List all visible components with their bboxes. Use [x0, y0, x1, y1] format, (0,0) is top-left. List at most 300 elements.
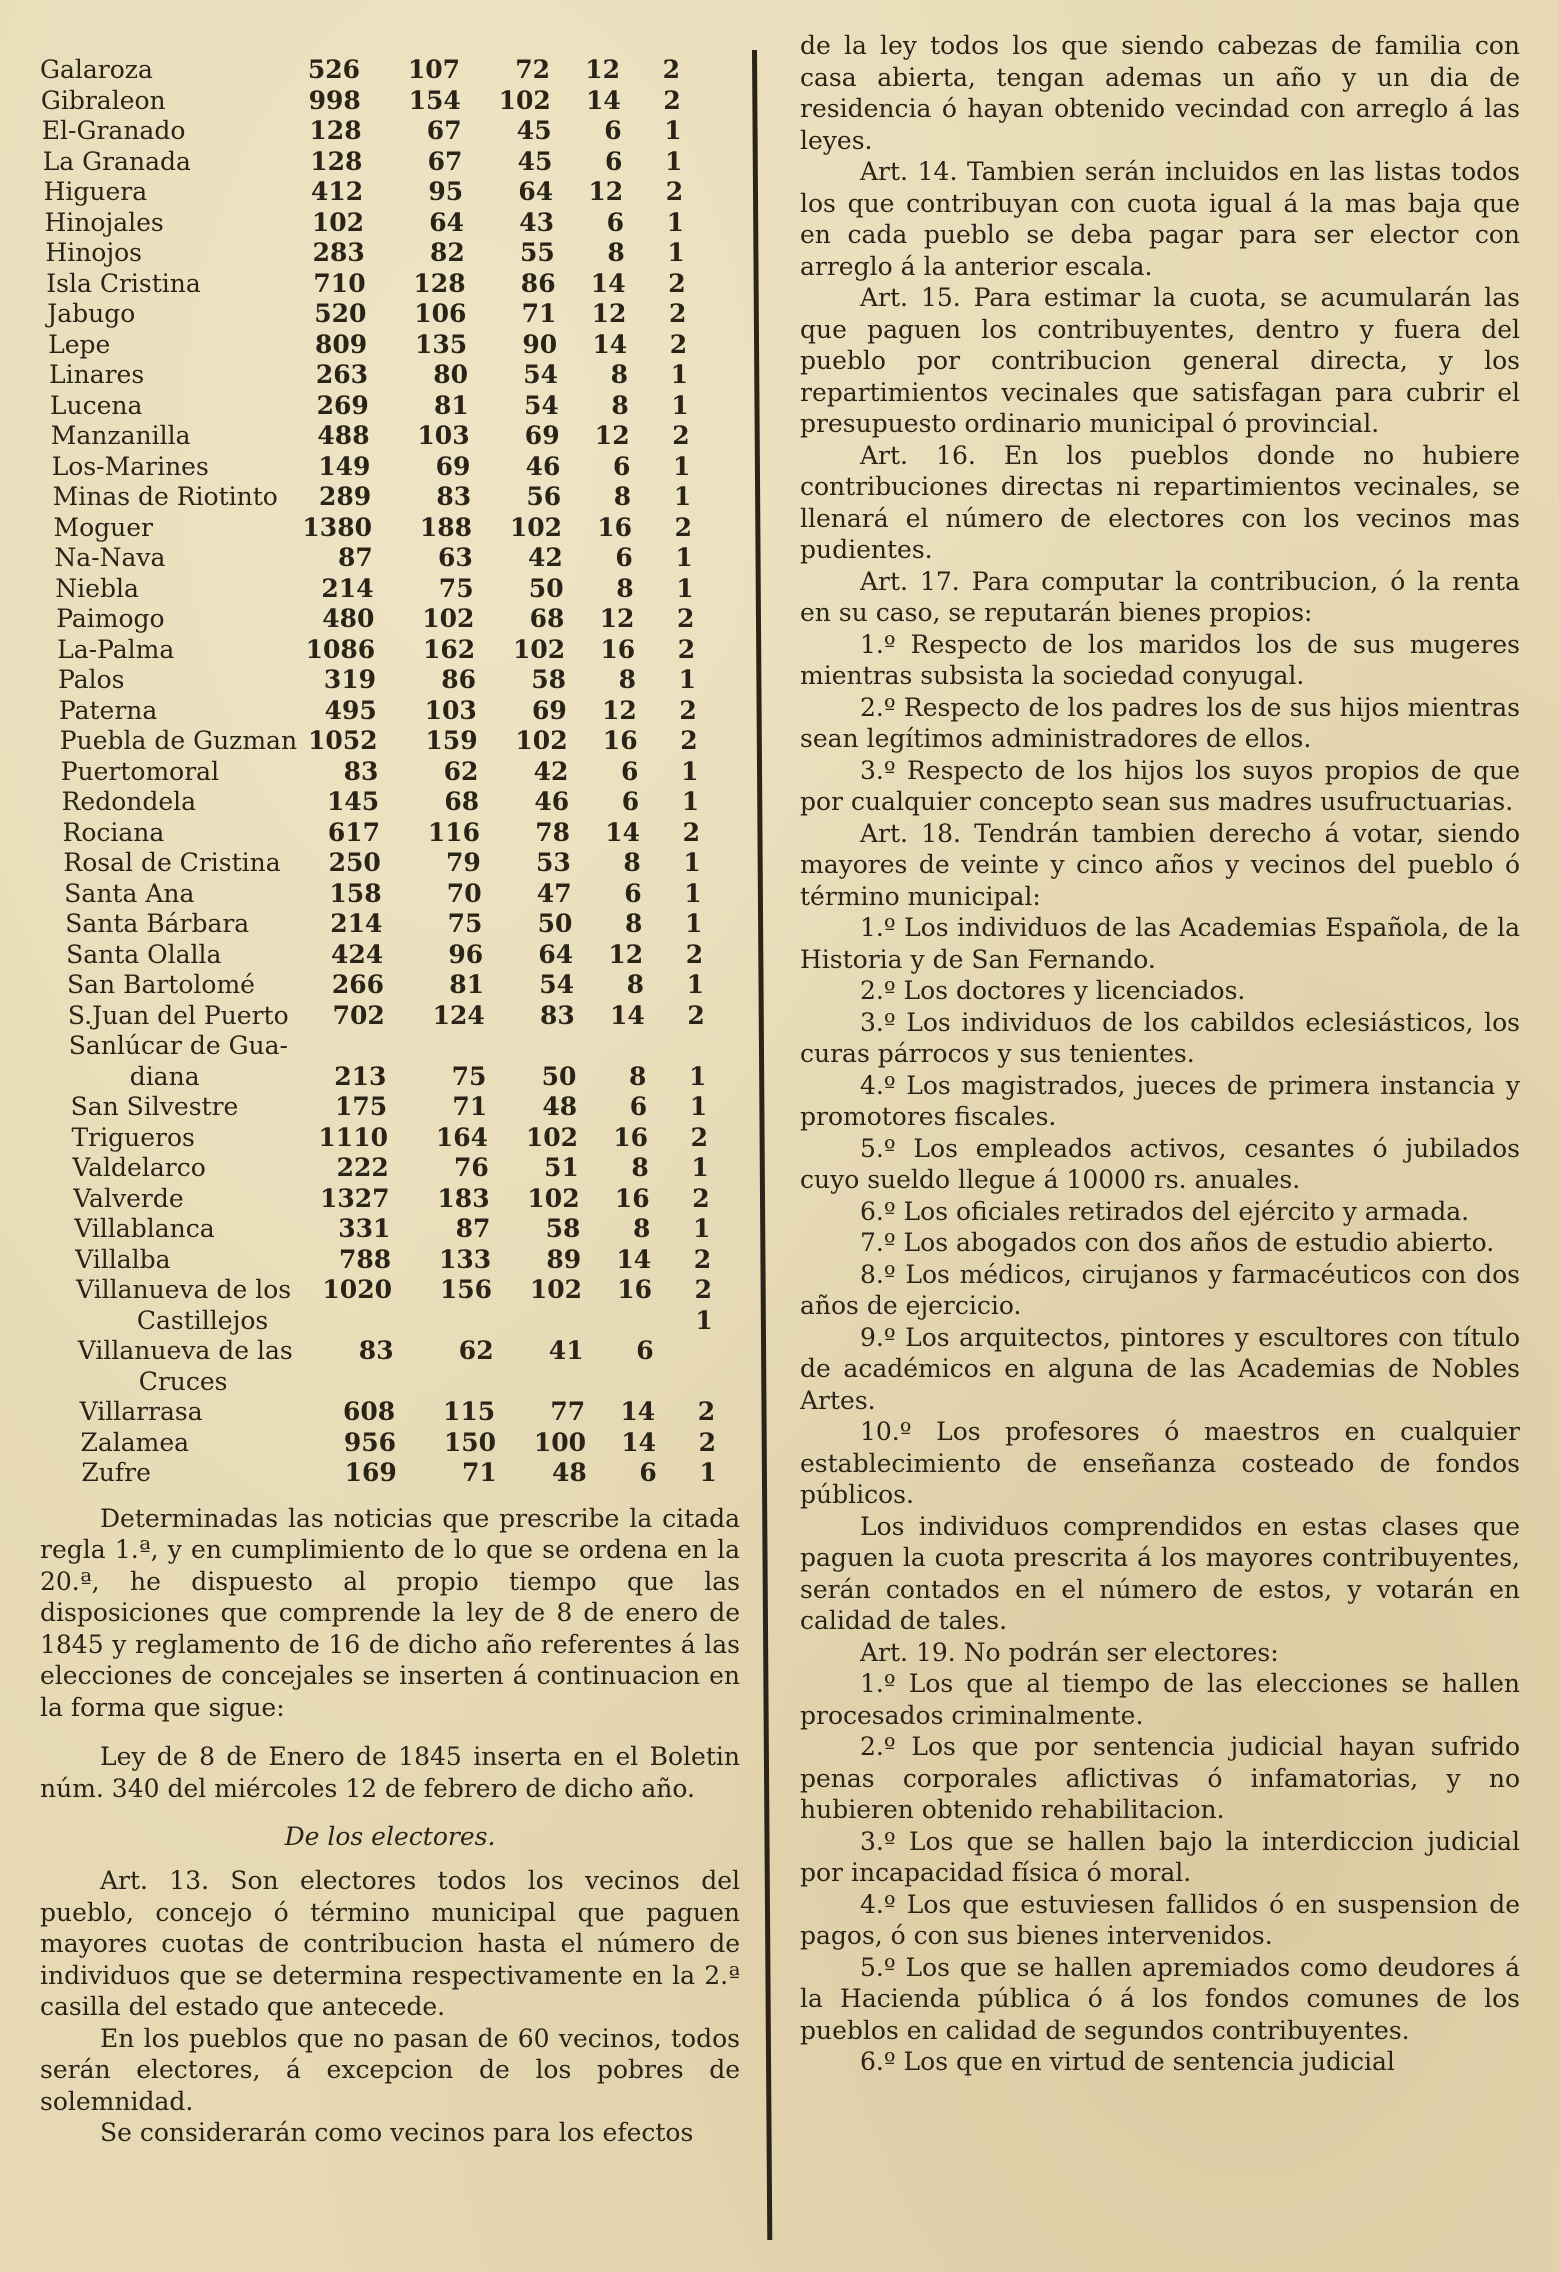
table-cell: 150 — [443, 1427, 496, 1457]
table-cell: 16 — [602, 726, 638, 755]
table-cell: 788 — [339, 1244, 392, 1274]
paragraph-determinadas: Determinadas las noticias que prescribe la citada regla 1.ª, y en cumplimiento de lo que se ordena en la 20.ª, he dispuesto al propio tiempo que las disposiciones que comprende la ley de 8 de enero de 1845 y reglamento de 16 de dicho año referentes á las elecciones de concejales se inserten á continuacion en la forma que sigue: — [40, 1503, 740, 1722]
table-cell: 6 — [606, 207, 624, 237]
table-cell: 2 — [697, 1397, 716, 1426]
table-cell: 1 — [671, 390, 689, 420]
table-cell: 116 — [427, 817, 480, 847]
table-cell: 702 — [332, 1000, 385, 1030]
table-cell: 222 — [336, 1153, 389, 1182]
table-cell: 2 — [682, 817, 700, 847]
municipality-name: Manzanilla — [50, 421, 191, 450]
municipality-name: Valverde — [73, 1183, 184, 1213]
municipality-name: Galaroza — [40, 55, 153, 84]
paragraph: Los individuos comprendidos en estas clases que paguen la cuota prescrita á los mayores contribuyentes, serán contados en el número de estos, y votarán en calidad de tales. — [800, 1511, 1520, 1635]
table-row — [40, 391, 740, 422]
table-cell: 1 — [688, 1061, 707, 1091]
municipality-name: Higuera — [43, 177, 148, 206]
table-cell: 135 — [415, 329, 468, 359]
table-cell: 46 — [525, 451, 561, 481]
table-row — [40, 1275, 740, 1306]
table-cell: 250 — [328, 848, 381, 877]
table-cell: 1052 — [308, 726, 378, 755]
municipality-name: San Bartolomé — [67, 970, 255, 999]
table-cell: 145 — [327, 787, 380, 816]
table-cell: 169 — [344, 1458, 397, 1487]
table-cell: 998 — [308, 85, 361, 115]
table-cell: 1 — [675, 543, 693, 572]
table-row — [40, 177, 740, 208]
municipality-name: Villanueva de los — [76, 1275, 292, 1304]
table-cell: 75 — [451, 1061, 487, 1091]
table-cell: 6 — [604, 146, 623, 176]
table-cell: 1380 — [302, 512, 372, 542]
table-row — [40, 147, 740, 178]
table-cell: 51 — [544, 1153, 579, 1182]
table-row — [40, 940, 740, 971]
table-cell: 6 — [624, 878, 642, 908]
table-cell: 2 — [668, 268, 686, 298]
municipality-table — [40, 55, 740, 1489]
table-cell: 16 — [614, 1183, 650, 1213]
table-row — [40, 574, 740, 605]
municipality-name: Zalamea — [80, 1427, 190, 1457]
paragraph: Art. 15. Para estimar la cuota, se acumularán las que paguen los contribuyentes, dentro y fuera del pueblo por contribucion general directa, y los repartimientos vecinales que satisfagan para cubrir el presupuesto ordinario municipal ó provincial. — [800, 283, 1520, 438]
table-cell: 8 — [623, 848, 641, 877]
paragraph: 1.º Respecto de los maridos los de sus mugeres mientras subsista la sociedad conyugal. — [800, 629, 1520, 690]
table-cell: 64 — [538, 939, 574, 969]
municipality-name: Villarrasa — [79, 1397, 203, 1426]
table-cell: 213 — [334, 1061, 387, 1091]
municipality-name: Minas de Riotinto — [52, 482, 278, 511]
table-cell: 124 — [432, 1000, 485, 1030]
table-cell: 102 — [498, 85, 551, 115]
table-cell: 14 — [621, 1427, 656, 1457]
table-cell: 2 — [685, 939, 704, 969]
table-cell: 128 — [413, 268, 466, 298]
table-cell: 159 — [425, 726, 478, 755]
table-cell: 69 — [532, 695, 567, 725]
paragraph-art13: Art. 13. Son electores todos los vecinos del pueblo, concejo ó término municipal que paguen mayores cuotas de contribucion hasta el número de individuos que se determina respectivamente en la 2.ª casilla del estado que antecede. — [40, 1866, 740, 2021]
municipality-name: Los-Marines — [51, 451, 209, 481]
table-cell: 175 — [335, 1092, 388, 1121]
table-cell: 16 — [613, 1122, 648, 1152]
municipality-name: Castillejos — [136, 1305, 269, 1335]
table-cell: 2 — [668, 299, 687, 328]
table-cell: 76 — [454, 1153, 489, 1182]
municipality-name: Rociana — [62, 817, 165, 847]
table-cell: 16 — [600, 634, 636, 664]
table-cell: 48 — [542, 1092, 578, 1121]
table-cell: 102 — [515, 726, 568, 755]
table-cell: 1 — [689, 1092, 708, 1121]
table-row — [40, 482, 740, 513]
table-cell: 1 — [684, 909, 703, 938]
table-cell: 67 — [427, 146, 463, 176]
table-cell: 8 — [632, 1214, 651, 1243]
table-cell: 158 — [329, 878, 382, 908]
table-cell: 12 — [599, 604, 635, 633]
table-cell: 87 — [338, 543, 373, 572]
table-cell: 79 — [446, 848, 481, 877]
table-cell: 8 — [631, 1153, 649, 1182]
table-row — [40, 116, 740, 147]
table-cell: 331 — [338, 1214, 391, 1243]
table-cell: 1 — [691, 1153, 709, 1182]
table-cell: 46 — [534, 787, 570, 816]
table-cell: 102 — [529, 1275, 582, 1304]
table-cell: 156 — [439, 1275, 492, 1304]
municipality-name: Santa Bárbara — [65, 909, 250, 938]
table-cell: 2 — [663, 85, 681, 115]
table-cell: 87 — [455, 1214, 491, 1243]
table-cell: 266 — [331, 970, 384, 999]
table-cell: 69 — [435, 451, 471, 481]
table-cell: 526 — [307, 55, 360, 84]
paragraph: 5.º Los que se hallen apremiados como deudores á la Hacienda pública ó á los fondos comunes de los pueblos en calidad de segundos contribuyentes. — [800, 1952, 1520, 2045]
paragraph-ley: Ley de 8 de Enero de 1845 inserta en el Boletin núm. 340 del miércoles 12 de febrero de dicho año. — [40, 1742, 740, 1803]
table-row — [40, 787, 740, 818]
table-cell: 133 — [439, 1244, 492, 1274]
table-row — [40, 1336, 740, 1367]
table-cell: 107 — [407, 55, 460, 84]
table-cell: 62 — [443, 756, 479, 786]
table-cell: 2 — [690, 1122, 708, 1152]
table-cell: 43 — [519, 207, 554, 237]
table-row — [40, 1153, 740, 1184]
table-row — [40, 696, 740, 727]
table-cell: 12 — [591, 299, 627, 328]
table-cell: 54 — [523, 360, 558, 389]
table-cell: 12 — [585, 55, 620, 84]
table-cell: 69 — [524, 421, 560, 450]
table-row — [40, 55, 740, 86]
table-cell: 1086 — [305, 634, 376, 664]
table-cell: 100 — [533, 1427, 586, 1457]
table-cell: 1 — [678, 665, 696, 694]
municipality-name: Lucena — [49, 390, 143, 420]
table-cell: 56 — [526, 482, 562, 511]
table-cell: 54 — [539, 970, 574, 999]
municipality-name: Na-Nava — [54, 543, 166, 572]
municipality-name: Paterna — [58, 695, 158, 725]
left-column — [40, 55, 740, 2149]
table-cell: 520 — [314, 299, 367, 328]
table-cell: 8 — [613, 482, 632, 511]
table-cell: 89 — [546, 1244, 582, 1274]
table-row — [40, 635, 740, 666]
municipality-name: San Silvestre — [70, 1092, 239, 1121]
table-row — [40, 909, 740, 940]
table-cell: 128 — [309, 116, 362, 145]
municipality-name: Puebla de Guzman — [59, 726, 298, 755]
table-row — [40, 1092, 740, 1123]
table-cell: 2 — [687, 1000, 705, 1030]
table-cell: 54 — [524, 390, 559, 420]
table-cell: 12 — [594, 421, 630, 450]
paragraph: 6.º Los oficiales retirados del ejército y armada. — [860, 1196, 1470, 1226]
paragraph: 2.º Los doctores y licenciados. — [860, 976, 1246, 1005]
table-cell: 1 — [686, 970, 704, 999]
table-cell: 269 — [316, 390, 369, 420]
table-cell: 12 — [602, 695, 637, 725]
table-row — [40, 970, 740, 1001]
table-cell: 14 — [592, 329, 628, 359]
table-cell: 81 — [449, 970, 484, 999]
table-row — [40, 360, 740, 391]
table-cell: 6 — [621, 787, 640, 816]
paragraph: 4.º Los que estuviesen fallidos ó en suspension de pagos, ó con sus bienes intervenidos. — [800, 1889, 1520, 1950]
paragraph: 3.º Respecto de los hijos los suyos propios de que por cualquier concepto sean sus madres usufructuarias. — [800, 755, 1520, 816]
table-cell: 1 — [667, 238, 685, 267]
table-row — [40, 1214, 740, 1245]
table-cell: 617 — [327, 817, 380, 847]
municipality-name: Trigueros — [71, 1122, 195, 1152]
table-cell: 710 — [313, 268, 366, 298]
municipality-name: Villalba — [75, 1244, 171, 1274]
table-cell: 115 — [443, 1397, 496, 1426]
table-cell: 128 — [310, 146, 363, 176]
table-cell: 95 — [428, 177, 464, 206]
paragraph: 7.º Los abogados con dos años de estudio abierto. — [860, 1228, 1495, 1257]
table-cell: 86 — [441, 665, 476, 694]
table-cell: 103 — [417, 421, 470, 450]
table-row — [40, 1031, 740, 1062]
table-row — [40, 1306, 740, 1337]
table-cell: 62 — [458, 1336, 494, 1365]
table-cell: 6 — [615, 543, 633, 572]
table-cell: 8 — [610, 360, 628, 389]
table-cell: 81 — [434, 390, 469, 420]
table-cell: 50 — [528, 573, 564, 603]
table-cell: 1 — [699, 1458, 717, 1487]
table-cell: 14 — [620, 1397, 656, 1426]
municipality-name: Santa Olalla — [66, 939, 222, 969]
paragraph: 3.º Los individuos de los cabildos eclesiásticos, los curas párrocos y sus tenientes. — [800, 1007, 1520, 1068]
table-cell: 16 — [597, 512, 632, 542]
municipality-name: Gibraleon — [40, 85, 166, 115]
table-cell: 14 — [586, 85, 621, 115]
table-cell: 319 — [323, 665, 376, 694]
table-cell: 58 — [545, 1214, 581, 1243]
table-cell: 214 — [321, 573, 374, 603]
paragraph: 6.º Los que en virtud de sentencia judicial — [860, 2047, 1395, 2076]
table-row — [40, 330, 740, 361]
municipality-name: Paimogo — [56, 604, 165, 633]
table-cell: 42 — [528, 543, 563, 572]
table-cell: 154 — [408, 85, 461, 115]
table-cell: 16 — [617, 1275, 652, 1304]
table-cell: 14 — [590, 268, 626, 298]
table-cell: 103 — [424, 695, 477, 725]
table-cell: 53 — [536, 848, 571, 877]
table-cell: 956 — [343, 1427, 396, 1457]
municipality-name: El-Granado — [41, 116, 186, 145]
table-cell: 12 — [588, 177, 624, 206]
table-cell: 42 — [533, 756, 569, 786]
table-cell: 188 — [419, 512, 472, 542]
paragraph-vecinos: Se considerarán como vecinos para los efectos — [100, 2118, 694, 2147]
municipality-name: Niebla — [55, 573, 139, 603]
table-cell: 1 — [666, 207, 684, 237]
municipality-name: La Granada — [42, 146, 191, 176]
municipality-name: Palos — [58, 665, 125, 694]
municipality-name: Villanueva de las — [77, 1336, 293, 1365]
table-row — [40, 848, 740, 879]
table-cell: 67 — [426, 116, 462, 145]
table-cell: 149 — [318, 451, 371, 481]
paragraph: 3.º Los que se hallen bajo la interdiccion judicial por incapacidad física ó moral. — [800, 1826, 1520, 1887]
table-row — [40, 818, 740, 849]
municipality-name: Linares — [49, 360, 145, 389]
table-cell: 75 — [447, 909, 483, 938]
section-heading: De los electores. — [284, 1822, 496, 1851]
table-cell: 45 — [517, 146, 553, 176]
municipality-name: Villablanca — [74, 1214, 215, 1243]
paragraph: 10.º Los profesores ó maestros en cualquier establecimiento de enseñanza costeado de fondos públicos. — [800, 1417, 1520, 1509]
table-cell: 6 — [604, 116, 622, 145]
municipality-name: Moguer — [53, 512, 153, 542]
table-cell: 2 — [676, 604, 695, 633]
table-cell: 2 — [694, 1275, 712, 1304]
table-cell: 8 — [618, 665, 636, 694]
table-cell: 2 — [665, 177, 684, 206]
table-row — [40, 86, 740, 117]
table-cell: 83 — [358, 1336, 394, 1365]
right-column — [800, 30, 1520, 2078]
table-cell: 41 — [548, 1336, 584, 1365]
table-cell: 1327 — [320, 1183, 390, 1213]
municipality-name: Cruces — [138, 1366, 228, 1396]
paragraph: Art. 19. No podrán ser electores: — [860, 1637, 1279, 1667]
table-cell: 6 — [612, 451, 631, 481]
table-cell: 64 — [518, 177, 554, 206]
table-cell: 90 — [522, 329, 558, 359]
table-cell: 1 — [676, 573, 694, 603]
table-cell: 6 — [639, 1458, 657, 1487]
table-cell: 1110 — [318, 1122, 388, 1152]
table-row — [40, 1001, 740, 1032]
table-row — [40, 452, 740, 483]
table-cell: 63 — [438, 543, 473, 572]
table-cell: 2 — [669, 329, 688, 359]
table-cell: 102 — [422, 604, 475, 633]
table-row — [40, 208, 740, 239]
table-cell: 1 — [664, 116, 682, 145]
table-cell: 1 — [670, 360, 688, 389]
municipality-name: Valdelarco — [72, 1153, 206, 1182]
municipality-name: S.Juan del Puerto — [67, 1000, 289, 1030]
table-cell: 2 — [679, 695, 697, 725]
table-cell: 12 — [608, 939, 644, 969]
municipality-name: Zufre — [81, 1458, 151, 1487]
table-cell: 106 — [414, 299, 467, 328]
table-row — [40, 421, 740, 452]
table-cell: 83 — [436, 482, 472, 511]
table-cell: 1 — [681, 787, 700, 816]
table-cell: 1 — [692, 1214, 711, 1243]
table-cell: 14 — [610, 1000, 645, 1030]
table-cell: 102 — [509, 512, 562, 542]
table-cell: 263 — [315, 360, 368, 389]
table-row — [40, 1458, 740, 1489]
table-cell: 6 — [636, 1336, 654, 1365]
paragraph-pueblos: En los pueblos que no pasan de 60 vecinos, todos serán electores, á excepcion de los pobres de solemnidad. — [40, 2023, 740, 2116]
table-cell: 8 — [626, 970, 644, 999]
table-cell: 8 — [607, 238, 625, 267]
table-row — [40, 757, 740, 788]
table-cell: 80 — [433, 360, 468, 389]
table-cell: 102 — [311, 207, 364, 237]
table-cell: 50 — [537, 909, 573, 938]
table-row — [40, 269, 740, 300]
municipality-name: Puertomoral — [60, 756, 220, 786]
table-cell: 2 — [692, 1183, 710, 1213]
table-cell: 96 — [448, 939, 484, 969]
paragraph: 8.º Los médicos, cirujanos y farmacéuticos con dos años de ejercicio. — [800, 1259, 1520, 1320]
table-cell: 48 — [552, 1458, 587, 1487]
table-row — [40, 513, 740, 544]
table-cell: 102 — [513, 634, 566, 664]
municipality-name: Hinojales — [44, 207, 164, 237]
table-cell: 2 — [680, 726, 698, 755]
table-cell: 1 — [672, 451, 691, 481]
table-cell: 1 — [684, 878, 702, 908]
table-cell: 424 — [331, 939, 384, 969]
paragraph: 1.º Los que al tiempo de las elecciones se hallen procesados criminalmente. — [800, 1669, 1520, 1730]
column-divider — [752, 50, 772, 2240]
table-cell: 45 — [516, 116, 552, 145]
table-cell: 102 — [527, 1183, 580, 1213]
table-cell: 8 — [616, 573, 634, 603]
table-row — [40, 299, 740, 330]
table-cell: 83 — [343, 756, 379, 786]
table-cell: 68 — [529, 604, 565, 633]
municipality-name: diana — [129, 1061, 200, 1091]
table-row — [40, 1062, 740, 1093]
table-row — [40, 1123, 740, 1154]
paragraph: Art. 17. Para computar la contribucion, ó la renta en su caso, se reputarán bienes propios: — [800, 566, 1520, 627]
paragraph: 4.º Los magistrados, jueces de primera instancia y promotores fiscales. — [800, 1070, 1520, 1131]
municipality-name: Rosal de Cristina — [63, 848, 281, 877]
table-cell: 2 — [674, 512, 692, 542]
table-cell: 1 — [680, 756, 699, 786]
table-cell: 6 — [620, 756, 639, 786]
table-cell: 71 — [462, 1458, 497, 1487]
municipality-name: Redondela — [61, 787, 197, 816]
table-cell: 2 — [672, 421, 690, 450]
table-cell: 809 — [315, 329, 368, 359]
table-cell: 102 — [525, 1122, 578, 1152]
table-cell: 2 — [677, 634, 696, 664]
table-cell: 78 — [535, 817, 570, 847]
table-cell: 8 — [628, 1061, 647, 1091]
municipality-name: Santa Ana — [64, 878, 195, 908]
table-cell: 50 — [541, 1061, 577, 1091]
table-cell: 412 — [311, 177, 364, 206]
table-cell: 86 — [520, 268, 556, 298]
paragraph: 2.º Respecto de los padres los de sus hijos mientras sean legítimos administradores de ellos. — [800, 692, 1520, 753]
paragraph: 5.º Los empleados activos, cesantes ó jubilados cuyo sueldo llegue á 10000 rs. anuales. — [800, 1133, 1520, 1194]
table-cell: 1 — [664, 146, 683, 176]
table-row — [40, 1245, 740, 1276]
table-row — [40, 1428, 740, 1459]
table-cell: 8 — [611, 390, 629, 420]
table-row — [40, 238, 740, 269]
municipality-name: Jabugo — [47, 299, 136, 328]
table-cell: 6 — [629, 1092, 648, 1121]
table-cell: 64 — [429, 207, 464, 237]
table-cell: 70 — [446, 878, 482, 908]
